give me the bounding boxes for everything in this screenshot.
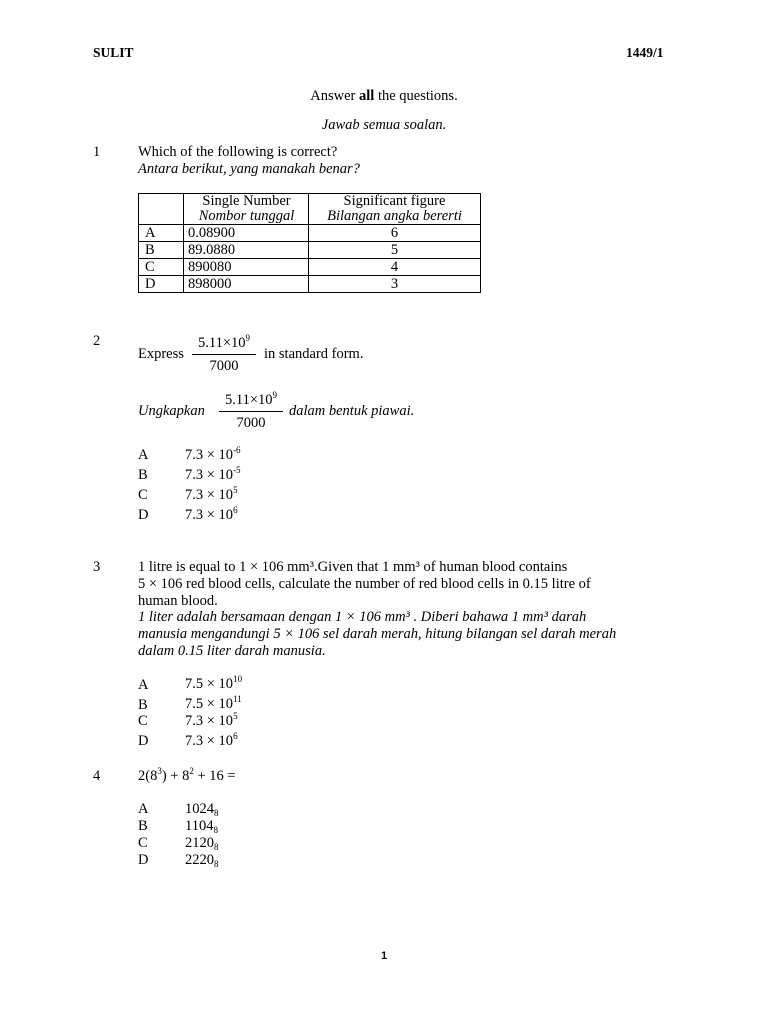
option-letter: D xyxy=(138,507,149,523)
option-letter: C xyxy=(138,835,148,851)
table-row xyxy=(139,276,481,293)
q1-row-number: 898000 xyxy=(184,276,309,293)
option-exp: 6 xyxy=(233,731,238,741)
page-number: 1 xyxy=(380,950,388,962)
q4-expr-b: ) + 8 xyxy=(161,768,190,784)
option-number: 1024 xyxy=(185,801,214,817)
q2-en-pre: Express xyxy=(138,346,184,362)
q1-text-en: Which of the following is correct? xyxy=(138,144,338,160)
option-exp: -6 xyxy=(233,445,241,455)
option-value xyxy=(185,835,219,852)
option-letter: A xyxy=(138,677,149,693)
q2-fraction-en xyxy=(192,335,256,376)
q3-en-line3: human blood. xyxy=(138,593,218,609)
q1-row-number: 89.0880 xyxy=(184,242,309,259)
option-base: 7.3 × 10 xyxy=(185,447,234,463)
q1-row-letter: A xyxy=(139,225,184,242)
q1-row-sig: 3 xyxy=(309,276,481,293)
option-exp: 11 xyxy=(233,694,242,704)
q3-ms-line1: 1 liter adalah bersamaan dengan 1 × 106 mm³ . Diberi bahawa 1 mm³ darah xyxy=(138,609,587,625)
q1-col1-header-ms: Nombor tunggal xyxy=(184,209,309,225)
q2-frac-denominator: 7000 xyxy=(209,358,239,375)
header-left: SULIT xyxy=(93,45,134,60)
q2-frac-numerator xyxy=(219,392,283,409)
q3-ms-line2: manusia mengandungi 5 × 106 sel darah merah, hitung bilangan sel darah merah xyxy=(138,626,617,642)
intro-ms: Jawab semua soalan. xyxy=(321,117,447,133)
q2-frac-num-base: 5.11×10 xyxy=(197,335,246,351)
q1-row-number: 0.08900 xyxy=(184,225,309,242)
option-letter: A xyxy=(138,447,149,463)
option-letter: C xyxy=(138,487,148,503)
q4-expression xyxy=(138,768,236,785)
option-letter: D xyxy=(138,852,149,868)
intro-en xyxy=(0,88,768,105)
q1-row-letter: C xyxy=(139,259,184,276)
q2-frac-num-exp: 9 xyxy=(245,333,250,343)
table-row xyxy=(139,225,481,242)
option-base-subscript: 8 xyxy=(213,825,218,835)
option-number: 2120 xyxy=(185,835,214,851)
option-base: 7.5 × 10 xyxy=(185,676,234,692)
q1-table xyxy=(138,193,481,293)
option-exp: 5 xyxy=(233,711,238,721)
q2-frac-bar xyxy=(192,354,256,355)
option-letter: C xyxy=(138,713,148,729)
q1-col1-header-en: Single Number xyxy=(184,194,309,210)
intro-en-pre: Answer xyxy=(310,88,360,104)
q2-frac-bar xyxy=(219,411,283,412)
option-base-subscript: 8 xyxy=(214,859,219,869)
q2-frac-num-base: 5.11×10 xyxy=(224,392,273,408)
intro-en-post: the questions. xyxy=(374,88,458,104)
q2-frac-numerator xyxy=(192,335,256,352)
option-base-subscript: 8 xyxy=(214,842,219,852)
option-base-subscript: 8 xyxy=(214,808,219,818)
q1-text-ms: Antara berikut, yang manakah benar? xyxy=(138,161,360,177)
q4-number: 4 xyxy=(93,768,101,784)
q2-fraction-ms xyxy=(219,392,283,433)
q3-en-line2: 5 × 106 red blood cells, calculate the number of red blood cells in 0.15 litre of xyxy=(138,576,591,592)
option-base: 7.3 × 10 xyxy=(185,487,234,503)
q4-expr-a: 2(8 xyxy=(138,768,158,784)
intro-en-bold: all xyxy=(359,88,375,104)
q1-row-sig: 4 xyxy=(309,259,481,276)
option-letter: B xyxy=(138,697,148,713)
option-base: 7.5 × 10 xyxy=(185,696,234,712)
q2-frac-denominator: 7000 xyxy=(236,415,266,432)
option-number: 1104 xyxy=(185,818,214,834)
option-value xyxy=(185,676,242,693)
q3-number: 3 xyxy=(93,559,101,575)
q2-frac-num-exp: 9 xyxy=(272,390,277,400)
option-base: 7.3 × 10 xyxy=(185,713,234,729)
option-letter: A xyxy=(138,801,149,817)
q1-table-header-row xyxy=(139,194,481,210)
q2-ms-pre: Ungkapkan xyxy=(138,403,205,419)
option-base: 7.3 × 10 xyxy=(185,507,234,523)
option-exp: 6 xyxy=(233,505,238,515)
option-exp: -5 xyxy=(233,465,241,475)
option-letter: B xyxy=(138,818,148,834)
q1-col2-header-en: Significant figure xyxy=(309,194,481,210)
option-letter: B xyxy=(138,467,148,483)
table-row xyxy=(139,259,481,276)
option-value xyxy=(185,507,238,524)
q1-number: 1 xyxy=(93,144,101,160)
option-value xyxy=(185,713,238,730)
q1-table-header-row-ms xyxy=(139,209,481,225)
q2-number: 2 xyxy=(93,333,101,349)
option-value xyxy=(185,467,241,484)
option-base: 7.3 × 10 xyxy=(185,733,234,749)
q1-row-number: 890080 xyxy=(184,259,309,276)
q4-expr-c: + 16 = xyxy=(193,768,236,784)
q2-en-post: in standard form. xyxy=(264,346,364,362)
table-row xyxy=(139,242,481,259)
option-letter: D xyxy=(138,733,149,749)
q1-row-sig: 6 xyxy=(309,225,481,242)
q1-table-corner-cell xyxy=(139,194,184,225)
option-value xyxy=(185,818,218,835)
q4-expr-a-exp: 3 xyxy=(157,766,162,776)
header-right: 1449/1 xyxy=(626,45,664,60)
option-value xyxy=(185,733,238,750)
option-value xyxy=(185,447,241,464)
q3-en-line1: 1 litre is equal to 1 × 106 mm³.Given that 1 mm³ of human blood contains xyxy=(138,559,568,575)
q1-row-letter: B xyxy=(139,242,184,259)
option-exp: 10 xyxy=(233,674,243,684)
option-number: 2220 xyxy=(185,852,214,868)
q4-expr-b-exp: 2 xyxy=(189,766,194,776)
option-value xyxy=(185,852,219,869)
q2-ms-post: dalam bentuk piawai. xyxy=(289,403,415,419)
q1-col2-header-ms: Bilangan angka bererti xyxy=(309,209,481,225)
option-base: 7.3 × 10 xyxy=(185,467,234,483)
q1-row-sig: 5 xyxy=(309,242,481,259)
option-exp: 5 xyxy=(233,485,238,495)
option-value xyxy=(185,487,238,504)
q1-row-letter: D xyxy=(139,276,184,293)
q3-ms-line3: dalam 0.15 liter darah manusia. xyxy=(138,643,326,659)
option-value xyxy=(185,801,219,818)
